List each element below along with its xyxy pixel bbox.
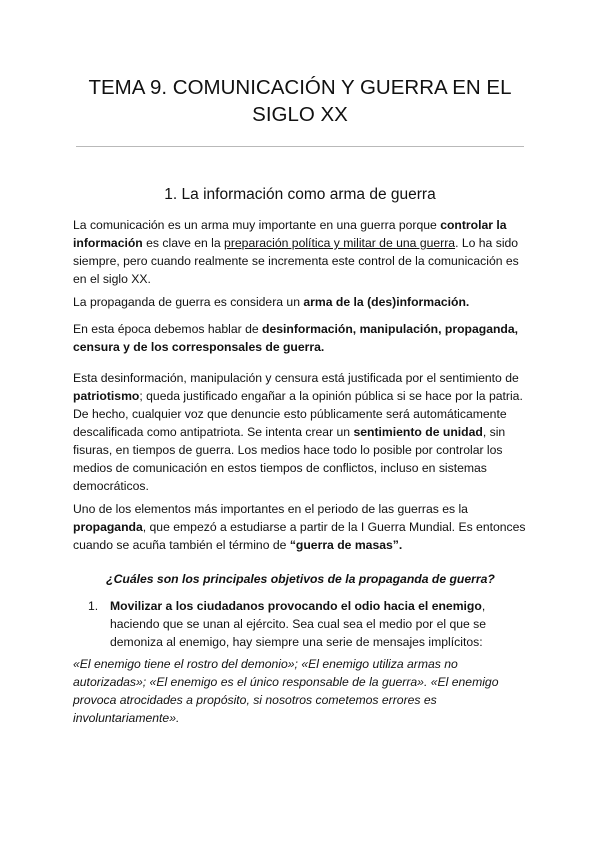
list-bold: Movilizar a los ciudadanos provocando el odio hacia el enemigo [110,599,482,613]
paragraph-3 [73,320,528,356]
p1-text-1: La comunicación es un arma muy importante en una guerra porque [73,218,441,232]
title-divider [76,146,524,147]
list-item-body [110,597,528,651]
paragraph-4 [73,369,528,495]
list-item-1 [88,597,528,651]
p1-text-3: . Lo ha sido siempre, pero cuando realmente se incrementa este control de la comunicación es en el siglo XX. [73,236,519,286]
document-title [70,74,530,128]
list-text: , haciendo que se unan al ejército. Sea cual sea el medio por el que se demoniza al enemigo, hay siempre una serie de mensajes implícitos: [110,599,487,649]
p2-text-1: La propaganda de guerra es considera un [73,295,304,309]
section-heading: 1. La información como arma de guerra [164,186,436,203]
p2-bold-1: arma de la (des)información. [303,295,470,309]
p5-bold-2: “guerra de masas”. [289,538,403,552]
paragraph-1 [73,216,528,288]
p1-underlined: preparación política y militar de una guerra [224,236,456,250]
p4-text-3: , sin fisuras, en tiempos de guerra. Los medios hace todo lo posible por controlar los medios de comunicación en estos tiempos de conflictos, incluso en sistemas democráticos. [73,425,506,493]
p3-bold-1: desinformación, manipulación, propaganda, censura y de los corresponsales de guerra. [73,322,519,354]
title-line-1: TEMA 9. COMUNICACIÓN Y GUERRA EN EL [88,76,512,99]
p4-text-1: Esta desinformación, manipulación y censura está justificada por el sentimiento de [73,371,519,385]
list-number: 1. [88,599,99,613]
paragraph-5 [73,500,528,554]
p4-bold-2: sentimiento de unidad [353,425,483,439]
p3-text-1: En esta época debemos hablar de [73,322,263,336]
p5-text-1: Uno de los elementos más importantes en el periodo de las guerras es la [73,502,468,516]
objectives-question: ¿Cuáles son los principales objetivos de la propaganda de guerra? [106,572,495,586]
p5-text-2: , que empezó a estudiarse a partir de la I Guerra Mundial. Es entonces cuando se acuña también el término de [73,520,526,552]
p1-bold-1: controlar la información [73,218,507,250]
p4-bold-1: patriotismo [73,389,140,403]
paragraph-2 [73,293,528,311]
implicit-messages-quote: «El enemigo tiene el rostro del demonio»; «El enemigo utiliza armas no autorizadas»; «El enemigo es el único responsable de la guerra». «El enemigo provoca atrocidades a propósito, si nosotros cometemos errores es involuntariamente». [73,657,499,725]
p4-text-2: ; queda justificado engañar a la opinión pública si se hace por la patria. De hecho, cualquier voz que denuncie esto públicamente será automáticamente descalificada como antipatriota. Se intenta crear un [73,389,523,439]
p1-text-2: es clave en la [142,236,225,250]
title-line-2: SIGLO XX [252,103,348,126]
p5-bold-1: propaganda [73,520,143,534]
